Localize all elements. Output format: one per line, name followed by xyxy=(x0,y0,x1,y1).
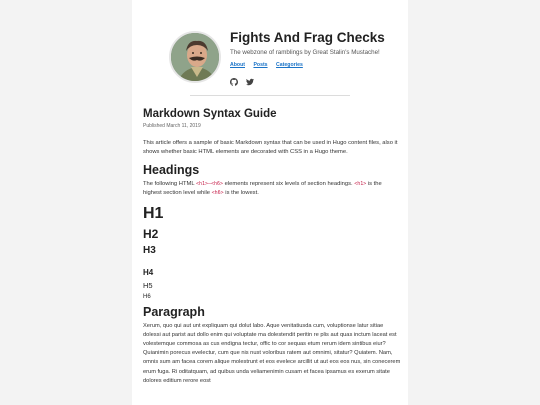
site-title[interactable]: Fights And Frag Checks xyxy=(230,30,385,45)
article-title: Markdown Syntax Guide xyxy=(143,108,277,120)
sample-heading-h1: H1 xyxy=(143,204,164,222)
headings-text-2: elements represent six levels of section headings. xyxy=(223,180,355,187)
main-nav xyxy=(230,62,310,68)
sample-heading-h4: H4 xyxy=(143,267,154,277)
nav-link-categories[interactable]: Categories xyxy=(276,62,303,68)
social-links xyxy=(230,73,258,81)
paragraph-body: Xerum, quo qui aut unt expliquam qui dolut labo. Aque venitatiusda cum, voluptionse latur sitiae dolessi aut parist aut dollo enim qui voluptate ma dolestendit peritin re plis aut quas inctum laceat est volestemque commosa as cus endigna tectur, offic to cor sequas etum rerum idem sintibus eiur? Quianimin porecus evelectur, cum que nis nust voloribus ratem aut omnimi, sitatur? Quiatem. Nam, omnis sum am facea corem alique molestrunt et eos evelece arcillit ut aut eos eos nus, sin conecerem erum fuga. Ri oditatquam, ad quibus unda veliamenimin cusam et facea ipsamus es exerum sitate dolores editium rerore eost xyxy=(143,322,401,384)
site-avatar[interactable] xyxy=(169,31,221,83)
headings-description xyxy=(143,180,401,198)
headings-code-2: <h1> xyxy=(354,180,367,187)
sample-heading-h3: H3 xyxy=(143,244,156,256)
nav-link-posts[interactable]: Posts xyxy=(253,62,268,68)
headings-text-4: is the lowest. xyxy=(223,189,259,196)
article-date: Published March 11, 2019 xyxy=(143,123,201,129)
sample-heading-h5: H5 xyxy=(143,280,153,290)
github-icon[interactable] xyxy=(230,73,238,81)
nav-link-about[interactable]: About xyxy=(230,62,245,68)
section-heading-headings: Headings xyxy=(143,162,200,177)
headings-text-3: is the highest section level while xyxy=(143,180,382,196)
headings-code-3: <h6> xyxy=(211,189,224,196)
sample-heading-h2: H2 xyxy=(143,226,159,241)
article xyxy=(143,108,401,386)
header-divider xyxy=(190,95,350,96)
headings-text-1: The following HTML xyxy=(143,180,196,187)
sample-heading-h6: H6 xyxy=(143,293,151,300)
twitter-icon[interactable] xyxy=(246,73,254,81)
article-intro: This article offers a sample of basic Markdown syntax that can be used in Hugo content files, also it shows whether basic HTML elements are decorated with CSS in a Hugo theme. xyxy=(143,140,398,155)
headings-code-1: <h1>—<h6> xyxy=(195,180,224,187)
section-heading-paragraph: Paragraph xyxy=(143,304,205,319)
site-description: The webzone of ramblings by Great Stalin's Mustache! xyxy=(230,49,380,56)
